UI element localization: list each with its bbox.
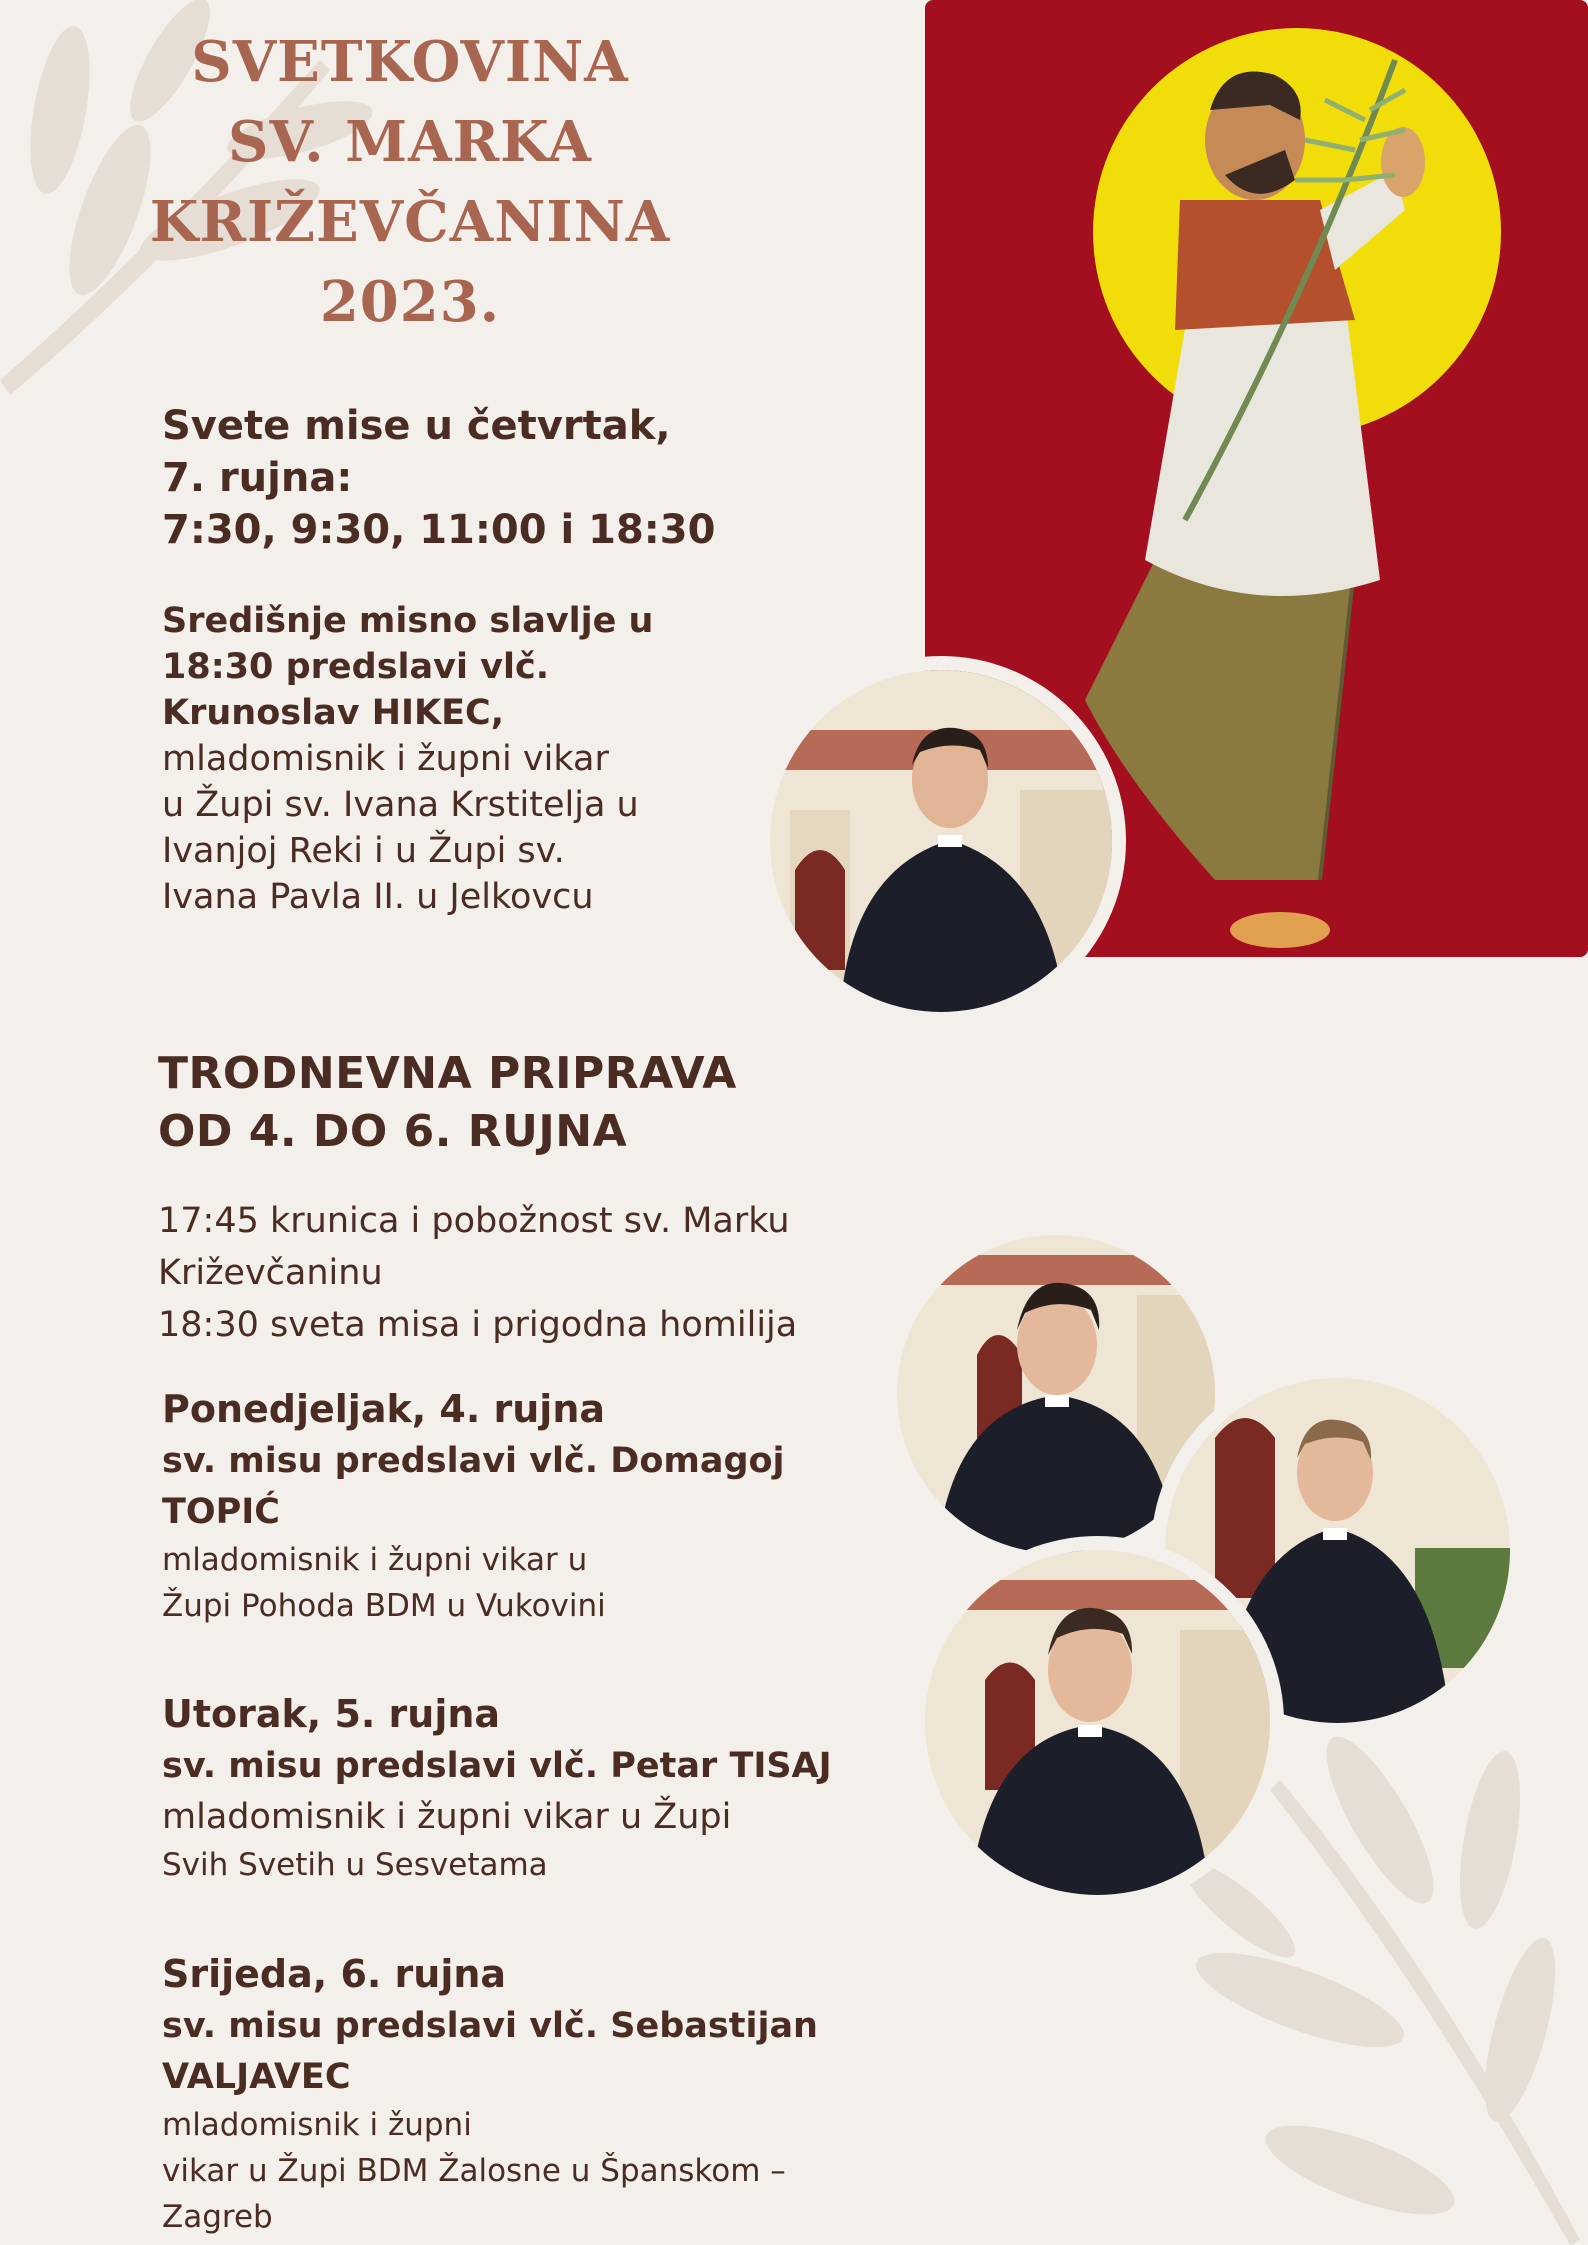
- schedule-line: 18:30 sveta misa i prigodna homilija: [158, 1305, 798, 1345]
- central-mass-line: mladomisnik i župni vikar: [162, 739, 609, 779]
- schedule-line: Križevčaninu: [158, 1253, 383, 1293]
- presider-line: TOPIĆ: [162, 1492, 280, 1532]
- role-line: Svih Svetih u Sesvetama: [162, 1847, 548, 1883]
- central-mass-line: 18:30 predslavi vlč.: [162, 647, 549, 687]
- central-mass-line: Središnje misno slavlje u: [162, 601, 654, 641]
- day-title: Srijeda, 6. rujna: [162, 1952, 507, 1996]
- role-line: vikar u Župi BDM Žalosne u Španskom –: [162, 2153, 786, 2189]
- role-line: Župi Pohoda BDM u Vukovini: [162, 1588, 606, 1624]
- title-line: SVETKOVINA: [191, 29, 629, 95]
- priest-photo-hikec: [770, 670, 1112, 1012]
- day-title: Ponedjeljak, 4. rujna: [162, 1387, 606, 1431]
- page-title: [80, 22, 740, 342]
- triduum-heading-line: OD 4. DO 6. RUJNA: [158, 1106, 628, 1157]
- central-mass: [162, 598, 653, 920]
- central-mass-line: Krunoslav HIKEC,: [162, 693, 505, 733]
- title-line: KRIŽEVČANINA: [149, 189, 671, 255]
- role-line: Zagreb: [162, 2199, 273, 2235]
- thursday-line: 7:30, 9:30, 11:00 i 18:30: [162, 507, 716, 553]
- thursday-line: Svete mise u četvrtak,: [162, 403, 671, 449]
- day-wednesday: [162, 1948, 818, 2240]
- schedule-line: 17:45 krunica i pobožnost sv. Marku: [158, 1201, 790, 1241]
- day-monday: [162, 1383, 785, 1629]
- presider-line: sv. misu predslavi vlč. Domagoj: [162, 1441, 785, 1481]
- role-line: mladomisnik i župni: [162, 2107, 472, 2143]
- role-line: mladomisnik i župni vikar u Župi: [162, 1797, 732, 1837]
- role-line: mladomisnik i župni vikar u: [162, 1542, 588, 1578]
- title-line: SV. MARKA: [228, 109, 592, 175]
- central-mass-line: Ivanjoj Reki i u Župi sv.: [162, 831, 565, 871]
- day-tuesday: [162, 1688, 832, 1888]
- triduum-schedule: [158, 1195, 797, 1351]
- triduum-heading-line: TRODNEVNA PRIPRAVA: [158, 1048, 737, 1099]
- priest-photo-tisaj: [925, 1550, 1270, 1895]
- triduum-heading: [158, 1045, 737, 1161]
- central-mass-line: Ivana Pavla II. u Jelkovcu: [162, 877, 594, 917]
- presider-line: sv. misu predslavi vlč. Petar TISAJ: [162, 1746, 832, 1786]
- central-mass-line: u Župi sv. Ivana Krstitelja u: [162, 785, 639, 825]
- title-line: 2023.: [319, 269, 501, 335]
- thursday-line: 7. rujna:: [162, 455, 353, 501]
- presider-line: sv. misu predslavi vlč. Sebastijan: [162, 2006, 818, 2046]
- priest-photo-topic: [897, 1235, 1215, 1553]
- day-title: Utorak, 5. rujna: [162, 1692, 501, 1736]
- thursday-masses: [162, 400, 715, 556]
- presider-line: VALJAVEC: [162, 2057, 351, 2097]
